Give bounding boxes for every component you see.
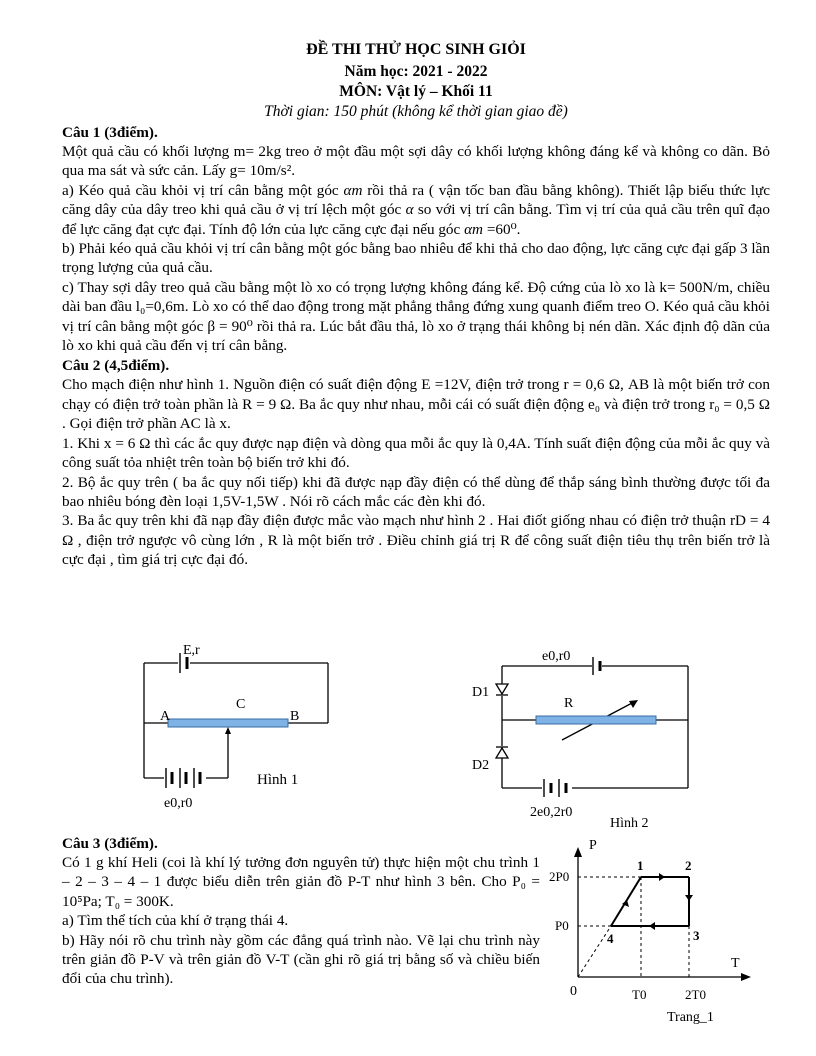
figure-1-caption: Hình 1 bbox=[257, 772, 299, 788]
question-2-part-3: 3. Ba ắc quy trên khi đã nạp đầy điện được mắc vào mạch như hình 2 . Hai điốt giống nhau có điện trở thuận rD = 4 Ω , điện trở ngược vô cùng lớn , R là một biến trở . Điều chỉnh giá trị R để công suất điện tiêu thụ trên biến trở là cực đại , tìm giá trị cực đại đó. bbox=[62, 512, 770, 569]
question-1-a bbox=[62, 181, 770, 239]
top-source-label: e0,r0 bbox=[542, 649, 571, 664]
figure-2-circuit bbox=[466, 644, 706, 839]
tick-2p0-label: 2P0 bbox=[549, 869, 570, 884]
p-axis-arrow-icon bbox=[574, 847, 582, 857]
question-1-c: c) Thay sợi dây treo quả cầu bằng một lò xo có trọng lượng không đáng kể. Độ cứng của lò xo là k= 500N/m, chiều dài ban đầu l₀=0,6m. Lò xo có thể dao động trong mặt phẳng thẳng đứng xung quanh điểm treo O. Kéo quả cầu khỏi vị trí cân bằng một góc β = 90⁰ rồi thả ra. Lúc bắt đầu thả, lò xo ở trạng thái không bị nén dãn. Xác định độ dãn của lò xo khi quả cầu đến vị trí cân bằng. bbox=[62, 278, 770, 355]
question-2-part-2: 2. Bộ ắc quy trên ( ba ắc quy nối tiếp) khi đã được nạp đầy điện có thể dùng để thắp sáng bình thường được tối đa bao nhiêu bóng đèn loại 1,5V-1,5W . Nói rõ cách mắc các đèn khi đó. bbox=[62, 473, 770, 510]
q1a-text-4: =60⁰. bbox=[483, 220, 521, 238]
point-c-label: C bbox=[236, 697, 246, 712]
question-3-intro: Có 1 g khí Heli (coi là khí lý tưởng đơn nguyên tử) thực hiện một chu trình 1 – 2 – 3 – 4 – 1 được biểu diễn trên giản đồ P-T như hình 3 bên. Cho P₀ = 10⁵Pa; T₀ = 300K. bbox=[62, 854, 540, 910]
figure-1-svg bbox=[130, 640, 350, 820]
slider-arrow-icon bbox=[225, 727, 231, 734]
question-1-intro: Một quả cầu có khối lượng m= 2kg treo ở một đầu một sợi dây có khối lượng không đáng kể và không co dãn. Bỏ qua ma sát và sức cản. Lấy g= 10m/s². bbox=[62, 143, 770, 180]
arrow-3-4-icon bbox=[649, 922, 655, 930]
tick-p0-label: P0 bbox=[555, 918, 569, 933]
subject: MÔN: Vật lý – Khối 11 bbox=[339, 83, 493, 100]
point-a-label: A bbox=[160, 709, 171, 724]
arrow-1-2-icon bbox=[659, 873, 665, 881]
diode-d1-label: D1 bbox=[472, 685, 490, 700]
state-2-label: 2 bbox=[685, 858, 692, 873]
question-3 bbox=[62, 833, 540, 989]
axis-t-label: T bbox=[731, 956, 740, 971]
question-2-part-1: 1. Khi x = 6 Ω thì các ắc quy được nạp điện và dòng qua mỗi ắc quy là 0,4A. Tính suất điện động của mỗi ắc quy và công suất tỏa nhiệt trên toàn bộ biến trở khi đó. bbox=[62, 434, 770, 472]
q1a-text-2: rồi thả ra ( vận tốc ban đầu bằng không). Thiết lập biểu thức lực căng dây của dây treo khi quả cầu ở vị trí lệch một góc bbox=[62, 181, 770, 219]
q1a-text-1: a) Kéo quả cầu khỏi vị trí cân bằng một góc bbox=[62, 181, 344, 199]
figure-1-circuit bbox=[130, 640, 350, 825]
figure-3-svg bbox=[545, 835, 755, 1035]
origin-label: 0 bbox=[570, 984, 577, 999]
arrow-2-3-icon bbox=[685, 895, 693, 901]
exam-page bbox=[62, 40, 770, 570]
q1a-text-3: so với vị trí cân bằng. Tìm vị trí của quả cầu trên quĩ đạo để lực căng đạt cực đại. Tính độ lớn của lực căng cực đại nếu góc bbox=[62, 201, 770, 238]
figure-2-caption: Hình 2 bbox=[610, 816, 649, 831]
page-number: Trang_1 bbox=[667, 1010, 714, 1025]
exam-title: ĐỀ THI THỬ HỌC SINH GIỎI bbox=[306, 41, 526, 58]
bottom-source-label: 2e0,2r0 bbox=[530, 805, 573, 820]
school-year: Năm học: 2021 - 2022 bbox=[344, 63, 488, 80]
question-3-heading: Câu 3 (3điểm). bbox=[62, 835, 158, 852]
question-3-b: b) Hãy nói rõ chu trình này gồm các đẳng quá trình nào. Vẽ lại chu trình này trên giản đồ P-V và trên giản đồ V-T (cần ghi rõ giá trị bằng số và chiều biến đổi của chu trình). bbox=[62, 931, 540, 988]
resistor-r-label: R bbox=[564, 696, 574, 711]
t-axis-arrow-icon bbox=[741, 973, 751, 981]
alpha-m-symbol-2: αm bbox=[464, 220, 484, 238]
question-1-heading: Câu 1 (3điểm). bbox=[62, 124, 158, 141]
question-1-b: b) Phải kéo quả cầu khỏi vị trí cân bằng một góc bằng bao nhiêu để khi thả cho dao động, lực căng cực đại gấp 3 lần trọng lượng của quả cầu. bbox=[62, 240, 770, 277]
question-3-a: a) Tìm thể tích của khí ở trạng thái 4. bbox=[62, 912, 289, 930]
question-2-intro: Cho mạch điện như hình 1. Nguồn điện có suất điện động E =12V, điện trở trong r = 0,6 Ω, AB là một biến trở con chạy có điện trở toàn phần là R = 9 Ω. Ba ắc quy như nhau, mỗi cái có suất điện động e₀ và điện trở trong r₀ = 0,5 Ω . Gọi điện trở phần AC là x. bbox=[62, 376, 770, 433]
exam-time: Thời gian: 150 phút (không kể thời gian giao đề) bbox=[264, 103, 568, 120]
state-4-label: 4 bbox=[607, 931, 614, 946]
point-b-label: B bbox=[290, 709, 300, 724]
source-label: E,r bbox=[183, 643, 200, 658]
question-2-heading: Câu 2 (4,5điểm). bbox=[62, 357, 170, 375]
state-3-label: 3 bbox=[693, 928, 700, 943]
alpha-symbol: α bbox=[405, 201, 414, 219]
figure-3-pt-diagram bbox=[545, 835, 755, 1040]
rheostat-ab bbox=[168, 719, 288, 727]
axis-p-label: P bbox=[589, 838, 597, 853]
battery-label: e0,r0 bbox=[164, 796, 193, 811]
alpha-m-symbol: αm bbox=[343, 181, 363, 199]
state-1-label: 1 bbox=[637, 858, 644, 873]
diode-d2-label: D2 bbox=[472, 758, 490, 773]
variable-resistor-r bbox=[536, 716, 656, 724]
tick-2t0-label: 2T0 bbox=[685, 987, 706, 1002]
figure-2-svg bbox=[466, 644, 706, 834]
tick-t0-label: T0 bbox=[632, 987, 647, 1002]
